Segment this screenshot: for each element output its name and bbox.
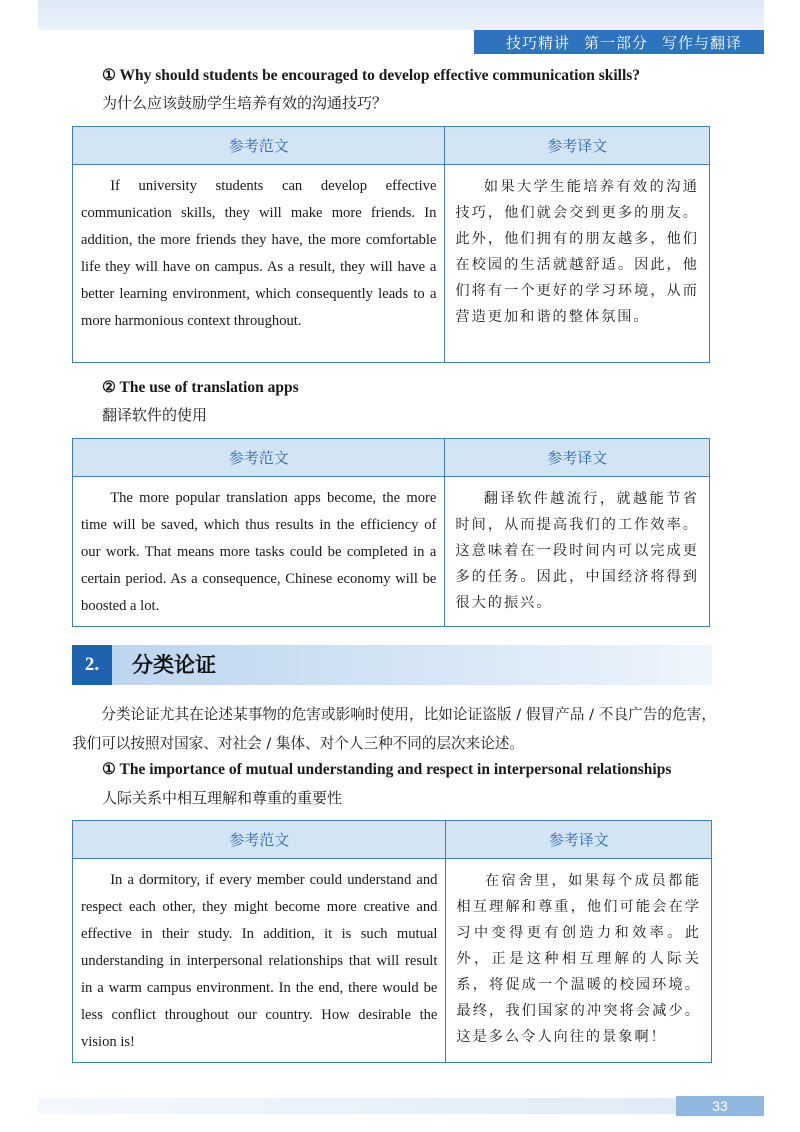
question-zh: 为什么应该鼓励学生培养有效的沟通技巧？ [102,94,388,112]
sample-text: The more popular translation apps become, the more time will be saved, which thus results in the efficiency of our work. That means more tasks could be completed in a certain period. As a consequence, Chinese economy will be boosted a lot. [81,490,437,614]
sample-table [72,126,710,363]
question-zh: 翻译软件的使用 [102,406,208,424]
question-zh: 人际关系中相互理解和尊重的重要性 [102,789,343,807]
column-header-sample: 参考范文 [73,821,446,859]
question-en: ① Why should students be encouraged to develop effective communication skills? [102,67,641,84]
column-header-sample: 参考范文 [73,127,445,165]
sample-text-cell [73,165,445,363]
sample-text-cell [73,477,445,627]
sample-text: If university students can develop effective communication skills, they will make more friends. In addition, the more friends they have, the more comfortable life they will have on campus. As a result, they will have a better learning environment, which consequently leads to a more harmonious context throughout. [81,178,437,329]
question-en: ② The use of translation apps [102,379,299,396]
header-item: 写作与翻译 [661,33,742,52]
section-title: 分类论证 [132,653,216,677]
sample-text-cell [73,859,446,1063]
column-header-translation: 参考译文 [445,439,710,477]
running-header [474,30,764,54]
column-header-sample: 参考范文 [73,439,445,477]
section-number: 2. [72,645,112,685]
header-item: 技巧精讲 [505,33,570,52]
page-number: 33 [676,1096,764,1116]
sample-table [72,820,712,1063]
sample-table [72,438,710,627]
translation-text-cell [445,477,710,627]
translation-text: 如果大学生能培养有效的沟通技巧，他们就会交到更多的朋友。此外，他们拥有的朋友越多，他们在校园的生活就越舒适。因此，他们将有一个更好的学习环境，从而营造更加和谐的整体氛围。 [455,179,699,325]
footer-band [38,1098,764,1114]
section-intro: 分类论证尤其在论述某事物的危害或影响时使用，比如论证盗版 / 假冒产品 / 不良广告的危害，我们可以按照对国家、对社会 / 集体、对个人三种不同的层次来论述。 [72,706,716,752]
header-band [38,0,764,30]
question-en: ① The importance of mutual understanding and respect in interpersonal relationships [102,761,672,778]
column-header-translation: 参考译文 [445,127,710,165]
header-item: 第一部分 [583,33,648,52]
translation-text-cell [445,165,710,363]
translation-text-cell [446,859,712,1063]
sample-text: In a dormitory, if every member could understand and respect each other, they might become more creative and effective in their study. In addition, it is such mutual understanding in interpersonal relationships that will result in a warm campus environment. In the end, there would be less conflict throughout our country. How desirable the vision is! [81,872,438,1050]
translation-text: 翻译软件越流行，就越能节省时间，从而提高我们的工作效率。这意味着在一段时间内可以完成更多的任务。因此，中国经济将得到很大的振兴。 [455,491,699,611]
translation-text: 在宿舍里，如果每个成员都能相互理解和尊重，他们可能会在学习中变得更有创造力和效率。此外，正是这种相互理解的人际关系，将促成一个温暖的校园环境。最终，我们国家的冲突将会减少。这是多么令人向往的景象啊！ [456,873,701,1045]
column-header-translation: 参考译文 [446,821,712,859]
